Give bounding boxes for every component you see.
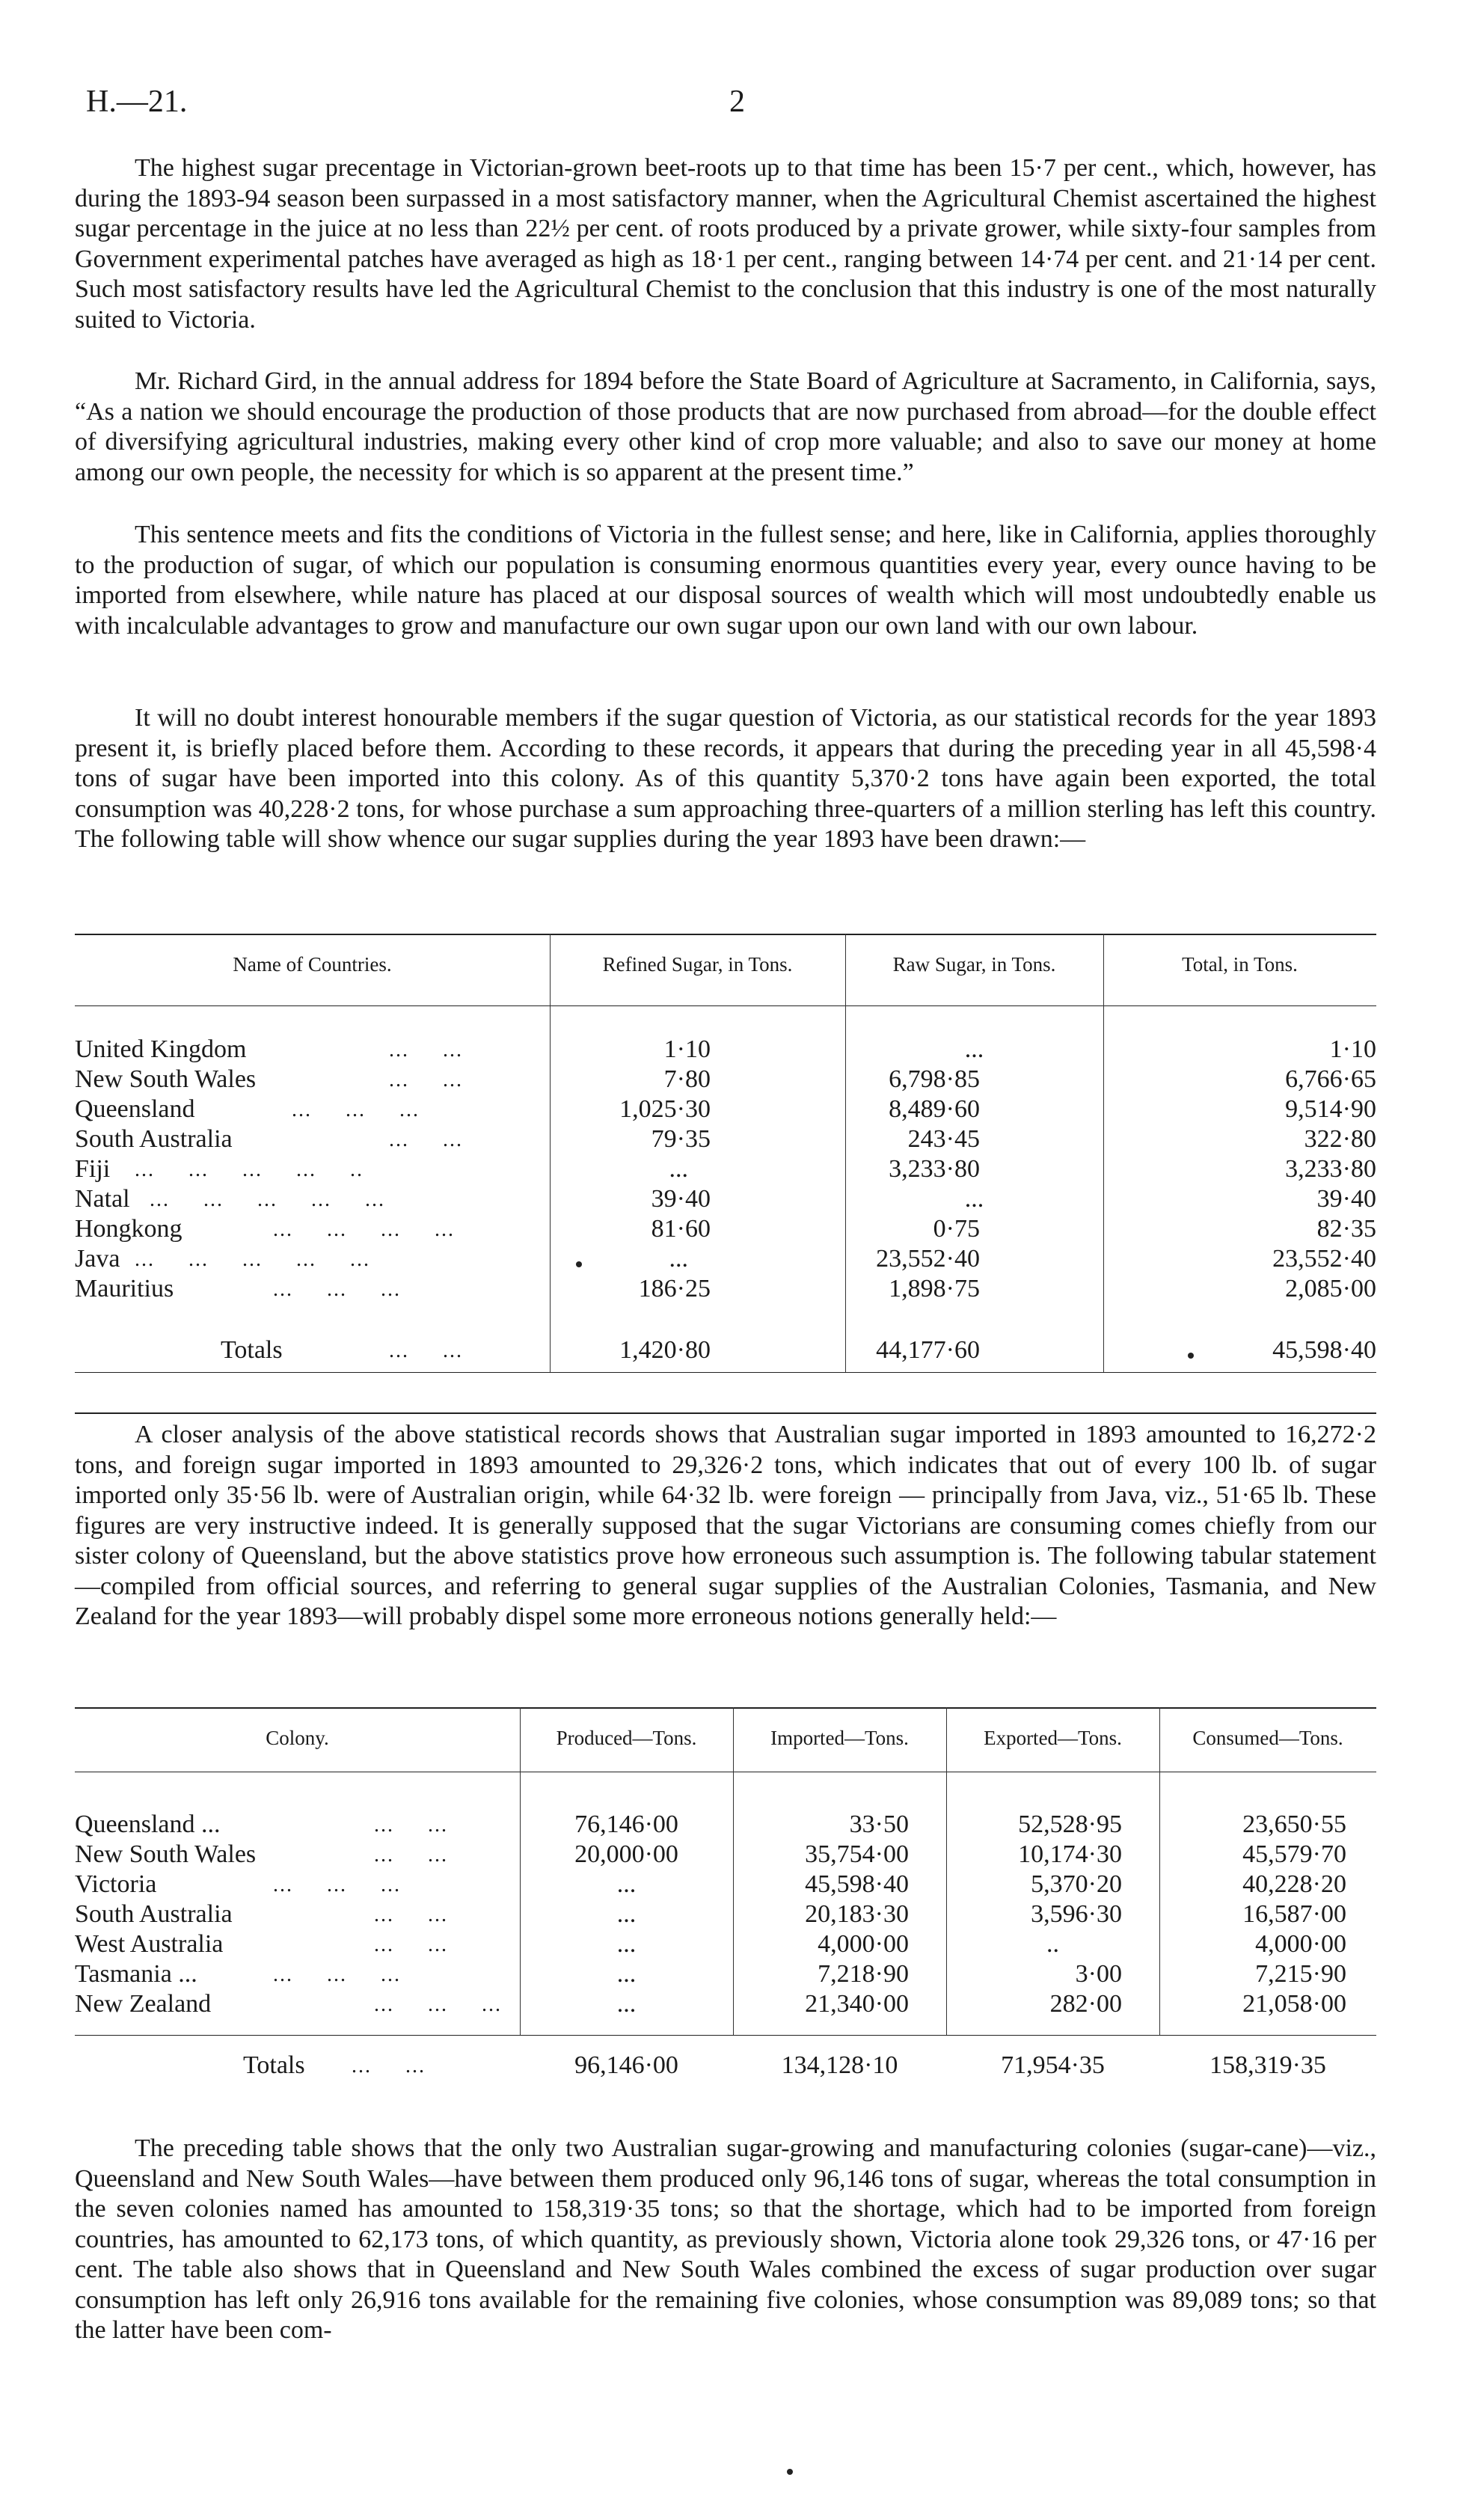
colony-name: New Zealand [75, 1990, 212, 2018]
table-row [75, 1125, 1376, 1155]
country-name: Natal [75, 1185, 130, 1213]
colony-name: West Australia [75, 1930, 224, 1958]
table-row [75, 1275, 1376, 1305]
table-row [75, 1900, 1376, 1930]
imported-total: 134,128·10 [781, 2051, 898, 2079]
country-name: South Australia [75, 1125, 233, 1153]
colony-name: South Australia [75, 1900, 233, 1928]
col-header-total: Total, in Tons. [1182, 953, 1298, 976]
country-name: Queensland [75, 1095, 195, 1123]
consumed-value: 40,228·20 [1242, 1870, 1346, 1898]
table-row [75, 1930, 1376, 1960]
table-row [75, 1095, 1376, 1125]
exported-value: 282·00 [1049, 1990, 1122, 2018]
refined-value: 186·25 [638, 1275, 711, 1302]
table-row [75, 1065, 1376, 1095]
col-header-countries: Name of Countries. [233, 953, 392, 976]
consumed-value: 23,650·55 [1242, 1810, 1346, 1838]
page-speck-mark [787, 2469, 793, 2475]
table-row [75, 1840, 1376, 1870]
exported-value: .. [1046, 1930, 1059, 1958]
consumed-value: 16,587·00 [1242, 1900, 1346, 1928]
produced-value: ... [616, 1930, 637, 1958]
totals-row [75, 2051, 1376, 2081]
leader-dots: ... ... [374, 1813, 448, 1837]
paragraph-beet-sugar: The highest sugar precentage in Victorian-grown beet-roots up to that time has been 15·7 per cent., which, however, has during the 1893-94 season been surpassed in a most satisfactory manner, when the Agricultural Chemist ascertained the highest sugar percentage in the juice at no less than 22½ per cent. of roots produced by a private grower, while sixty-four samples from Government experimental patches have averaged as high as 18·1 per cent., ranging between 14·74 per cent. and 21·14 per cent. Such most satisfactory results have led the Agricultural Chemist to the conclusion that this industry is one of the most naturally suited to Victoria. [75, 154, 1376, 334]
country-name: Hongkong [75, 1215, 183, 1243]
raw-value: 1,898·75 [889, 1275, 980, 1302]
colony-name: Victoria [75, 1870, 157, 1898]
col-header-refined: Refined Sugar, in Tons. [602, 953, 793, 976]
col-header-exported: Exported—Tons. [984, 1727, 1122, 1749]
page-header [86, 84, 1402, 129]
total-value: 39·40 [1316, 1185, 1376, 1213]
leader-dots: ... ... ... ... ... [135, 1248, 370, 1271]
total-value: 82·35 [1316, 1215, 1376, 1243]
table-row [75, 1810, 1376, 1840]
paragraph-victoria-conditions: This sentence meets and fits the conditions of Victoria in the fullest sense; and here, like in California, applies thoroughly to the production of sugar, of which our population is consuming enormous quantities every year, every ounce having to be imported from elsewhere, while nature has placed at our disposal sources of wealth which will most undoubtedly enable us with incalculable advantages to grow and manufacture our own sugar upon our own land with our own labour. [75, 521, 1376, 640]
consumed-value: 4,000·00 [1255, 1930, 1346, 1958]
country-name: New South Wales [75, 1065, 257, 1093]
leader-dots: ... ... [389, 1068, 463, 1092]
exported-value: 52,528·95 [1018, 1810, 1122, 1838]
exported-total: 71,954·35 [1001, 2051, 1105, 2079]
consumed-total: 158,319·35 [1209, 2051, 1326, 2079]
refined-value: ... [669, 1155, 688, 1183]
consumed-value: 21,058·00 [1242, 1990, 1346, 2018]
refined-value: 81·60 [651, 1215, 711, 1243]
produced-value: 20,000·00 [574, 1840, 678, 1868]
country-name: United Kingdom [75, 1035, 247, 1063]
country-name: Java [75, 1245, 120, 1273]
grand-total: 45,598·40 [1272, 1336, 1376, 1364]
total-value: 3,233·80 [1285, 1155, 1376, 1183]
table-row [75, 1215, 1376, 1245]
paragraph-gird-address: Mr. Richard Gird, in the annual address for 1894 before the State Board of Agriculture at Sacramento, in California, says, “As a nation we should encourage the production of those products that are now purchased from abroad—for the double effect of diversifying agricultural industries, making every other kind of crop more valuable; and also to save our money at home among our own people, the necessity for which is so apparent at the present time.” [75, 367, 1376, 486]
leader-dots: ... ... [389, 1339, 463, 1362]
imported-value: 35,754·00 [805, 1840, 909, 1868]
leader-dots: ... ... [374, 1843, 448, 1867]
imported-value: 7,218·90 [818, 1960, 909, 1988]
totals-label: Totals [243, 2051, 305, 2079]
exported-value: 3,596·30 [1031, 1900, 1122, 1928]
raw-value: 23,552·40 [876, 1245, 980, 1273]
leader-dots: ... ... [389, 1128, 463, 1151]
raw-value: ... [964, 1035, 984, 1063]
paragraph-preceding-table: The preceding table shows that the only two Australian sugar-growing and manufacturing colonies (sugar-cane)—viz., Queensland and New South Wales—have between them produced only 96,146 tons of sugar, whereas the total consumption in the seven colonies named has amounted to 158,319·35 tons; so that the shortage, which had to be imported from foreign countries, has amounted to 62,173 tons, of which quantity, as previously shown, Victoria alone took 29,326 tons, or 47·16 per cent. The table also shows that in Queensland and New South Wales combined the excess of sugar production over sugar consumption has left only 26,916 tons available for the remaining five colonies, whose consumption was 89,089 tons; so that the latter have been com- [75, 2134, 1376, 2344]
total-value: 322·80 [1304, 1125, 1376, 1153]
totals-label: Totals [221, 1336, 283, 1364]
country-name: Mauritius [75, 1275, 174, 1302]
leader-dots: ... ... [352, 2054, 426, 2078]
ink-speck-mark [576, 1261, 582, 1267]
colony-name: Tasmania ... [75, 1960, 197, 1988]
paragraph-closer-analysis: A closer analysis of the above statistical records shows that Australian sugar imported in 1893 amounted to 16,272·2 tons, and foreign sugar imported in 1893 amounted to 29,326·2 tons, which indicates that out of every 100 lb. of sugar imported only 35·56 lb. were of Australian origin, while 64·32 lb. were foreign — principally from Java, viz., 51·65 lb. These figures are very instructive indeed. It is generally supposed that the sugar Victorians are consuming comes chiefly from our sister colony of Queensland, but the above statistics prove how erroneous such assumption is. The following tabular statement—compiled from official sources, and referring to general sugar supplies of the Australian Colonies, Tasmania, and New Zealand for the year 1893—will probably dispel some more erroneous notions generally held:— [75, 1421, 1376, 1630]
leader-dots: ... ... ... ... .. [135, 1158, 364, 1181]
refined-value: 1,025·30 [619, 1095, 711, 1123]
raw-total: 44,177·60 [876, 1336, 980, 1364]
colony-name: New South Wales [75, 1840, 257, 1868]
table-row [75, 1990, 1376, 2020]
raw-value: 3,233·80 [889, 1155, 980, 1183]
document-code: H.—21. [86, 85, 188, 119]
table-row [75, 1185, 1376, 1215]
raw-value: 243·45 [907, 1125, 980, 1153]
leader-dots: ... ... ... ... ... [150, 1188, 385, 1211]
col-header-imported: Imported—Tons. [770, 1727, 909, 1749]
exported-value: 3·00 [1075, 1960, 1122, 1988]
total-value: 1·10 [1329, 1035, 1376, 1063]
raw-value: ... [964, 1185, 984, 1213]
raw-value: 6,798·85 [889, 1065, 980, 1093]
consumed-value: 45,579·70 [1242, 1840, 1346, 1868]
col-header-produced: Produced—Tons. [556, 1727, 697, 1749]
refined-value: ... [669, 1245, 688, 1273]
produced-value: ... [616, 1870, 637, 1898]
table-row [75, 1245, 1376, 1275]
sugar-imports-table [75, 934, 1376, 1416]
col-header-colony: Colony. [266, 1727, 329, 1749]
table-row [75, 1035, 1376, 1065]
table-row [75, 1870, 1376, 1900]
col-header-consumed: Consumed—Tons. [1192, 1727, 1343, 1749]
total-value: 6,766·65 [1285, 1065, 1376, 1093]
imported-value: 20,183·30 [805, 1900, 909, 1928]
table-row [75, 1960, 1376, 1990]
totals-row [75, 1336, 1376, 1366]
total-value: 9,514·90 [1285, 1095, 1376, 1123]
colony-name: Queensland ... [75, 1810, 221, 1838]
leader-dots: ... ... ... [273, 1873, 401, 1897]
exported-value: 5,370·20 [1031, 1870, 1122, 1898]
exported-value: 10,174·30 [1018, 1840, 1122, 1868]
leader-dots: ... ... [389, 1038, 463, 1062]
paragraph-sugar-question: It will no doubt interest honourable members if the sugar question of Victoria, as our statistical records for the year 1893 present it, is briefly placed before them. According to these records, it appears that during the preceding year in all 45,598·4 tons of sugar have been imported into this colony. As of this quantity 5,370·2 tons have again been exported, the total consumption was 40,228·2 tons, for whose purchase a sum approaching three-quarters of a million sterling has left this country. The following table will show whence our sugar supplies during the year 1893 have been drawn:— [75, 704, 1376, 853]
refined-value: 7·80 [663, 1065, 711, 1093]
consumed-value: 7,215·90 [1255, 1960, 1346, 1988]
produced-value: 76,146·00 [574, 1810, 678, 1838]
produced-value: ... [616, 1990, 637, 2018]
refined-value: 1·10 [663, 1035, 711, 1063]
table-row [75, 1155, 1376, 1185]
leader-dots: ... ... ... [374, 1993, 502, 2016]
colonies-sugar-table [75, 1707, 1376, 2079]
imported-value: 45,598·40 [805, 1870, 909, 1898]
leader-dots: ... ... [374, 1903, 448, 1926]
raw-value: 8,489·60 [889, 1095, 980, 1123]
imported-value: 21,340·00 [805, 1990, 909, 2018]
col-header-raw: Raw Sugar, in Tons. [892, 953, 1056, 976]
leader-dots: ... ... [374, 1933, 448, 1956]
produced-value: ... [616, 1900, 637, 1928]
refined-value: 79·35 [651, 1125, 711, 1153]
produced-total: 96,146·00 [574, 2051, 678, 2079]
imported-value: 4,000·00 [818, 1930, 909, 1958]
leader-dots: ... ... ... [273, 1963, 401, 1986]
leader-dots: ... ... ... [292, 1098, 420, 1121]
page-number: 2 [729, 85, 745, 119]
country-name: Fiji [75, 1155, 111, 1183]
ink-speck-mark [1188, 1353, 1194, 1359]
total-value: 23,552·40 [1272, 1245, 1376, 1273]
raw-value: 0·75 [933, 1215, 980, 1243]
imported-value: 33·50 [849, 1810, 909, 1838]
produced-value: ... [616, 1960, 637, 1988]
refined-value: 39·40 [651, 1185, 711, 1213]
refined-total: 1,420·80 [619, 1336, 711, 1364]
total-value: 2,085·00 [1285, 1275, 1376, 1302]
leader-dots: ... ... ... [273, 1278, 401, 1301]
leader-dots: ... ... ... ... [273, 1218, 455, 1241]
